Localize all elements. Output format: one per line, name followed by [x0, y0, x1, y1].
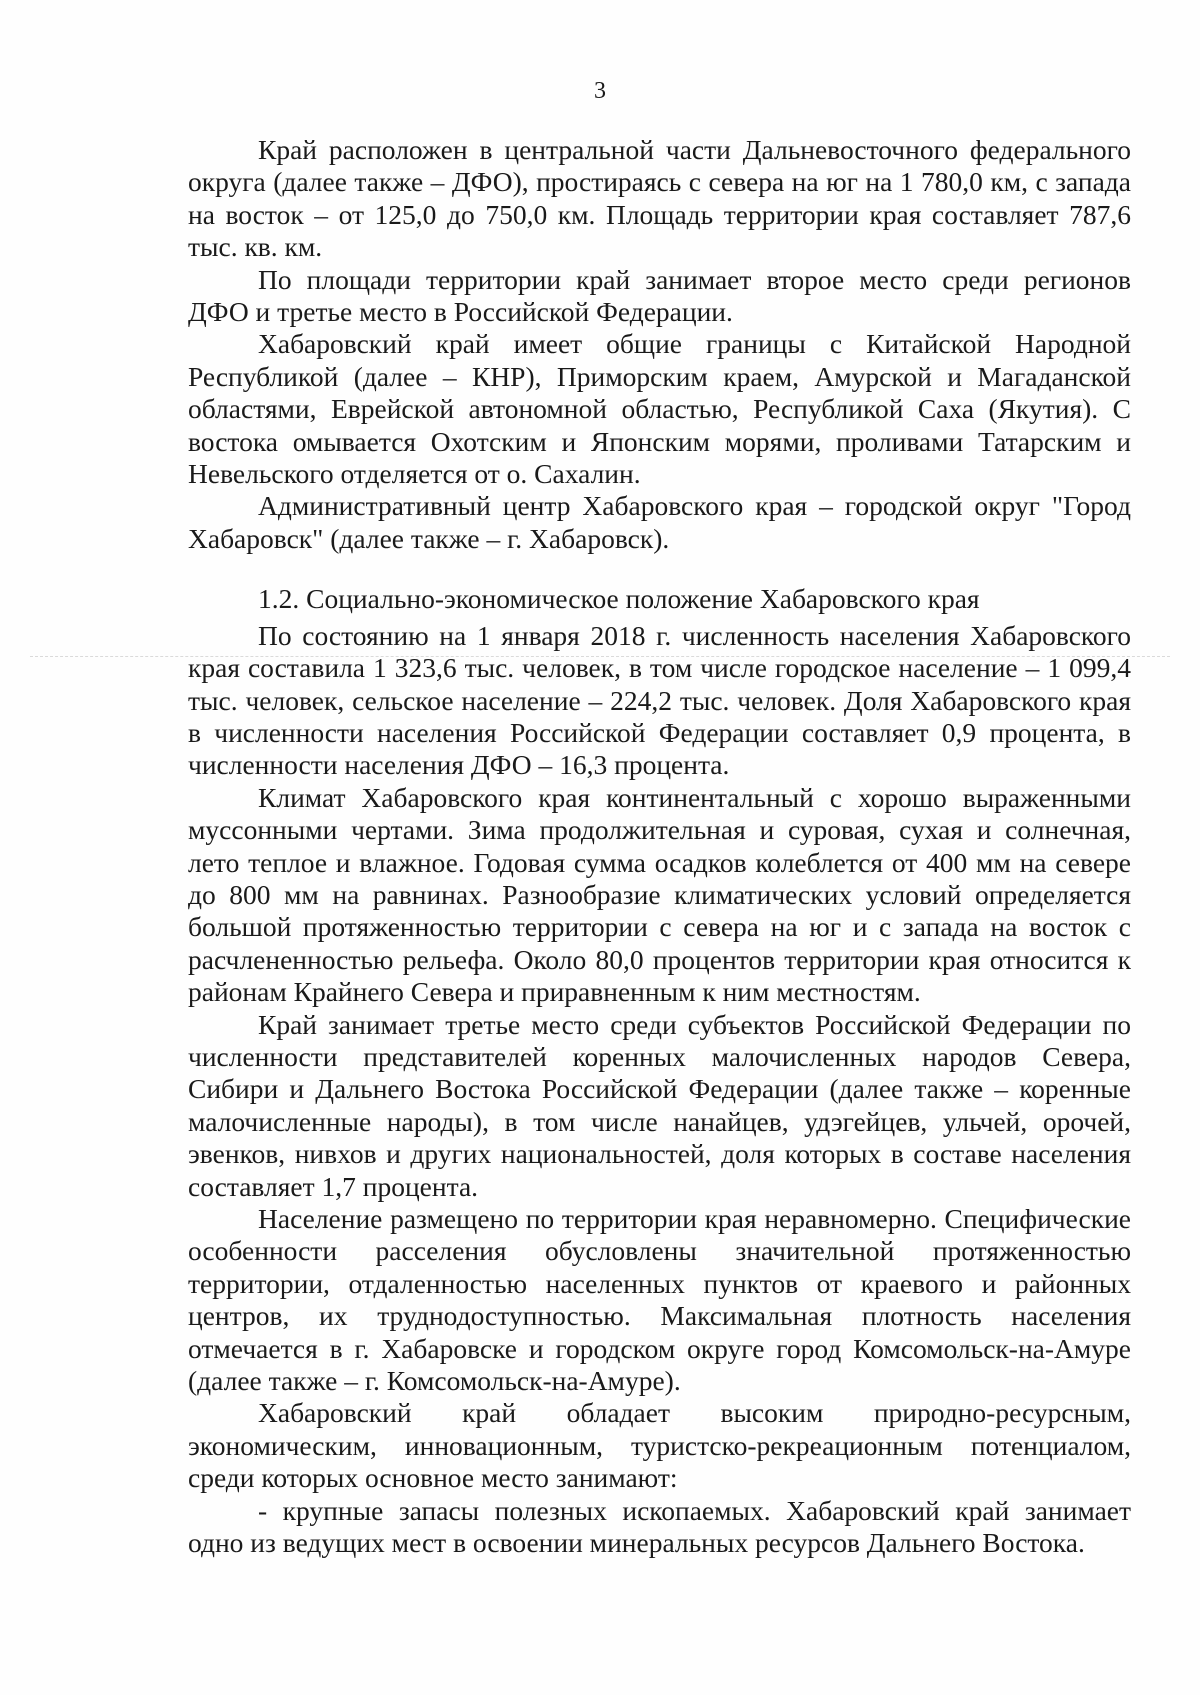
document-body [188, 134, 1131, 1559]
section-heading: 1.2. Социально-экономическое положение Хабаровского края [258, 583, 980, 615]
page-number: 3 [594, 78, 606, 104]
paragraph-area-rank: По площади территории край занимает второе место среди регионов ДФО и третье место в Российской Федерации. [188, 263, 1131, 328]
paragraph-admin-center: Административный центр Хабаровского края – городской округ "Город Хабаровск" (далее также – г. Хабаровск). [188, 490, 1131, 554]
paragraph-location: Край расположен в центральной части Дальневосточного федерального округа (далее также – ДФО), простираясь с севера на юг на 1 780,0 км, с запада на восток – от 125,0 до 750,0 км. Площадь территории края составляет 787,6 тыс. кв. км. [188, 134, 1131, 263]
paragraph-potential: Хабаровский край обладает высоким природно-ресурсным, экономическим, инновационным, туристско-рекреационным потенциалом, среди которых основное место занимают: [188, 1397, 1131, 1494]
paragraph-population: По состоянию на 1 января 2018 г. численность населения Хабаровского края составила 1 323,6 тыс. человек, в том числе городское население – 1 099,4 тыс. человек, сельское население – 224,2 тыс. человек. Доля Хабаровского края в численности населения Российской Федерации составляет 0,9 процента, в численности населения ДФО – 16,3 процента. [188, 619, 1131, 781]
paragraph-indigenous-peoples: Край занимает третье место среди субъектов Российской Федерации по численности представителей коренных малочисленных народов Севера, Сибири и Дальнего Востока Российской Федерации (далее также – коренные малочисленные народы), в том числе нанайцев, удэгейцев, ульчей, орочей, эвенков, нивхов и других национальностей, доля которых в составе населения составляет 1,7 процента. [188, 1008, 1131, 1202]
paragraph-climate: Климат Хабаровского края континентальный с хорошо выраженными муссонными чертами. Зима продолжительная и суровая, сухая и солнечная, лето теплое и влажное. Годовая сумма осадков колеблется от 400 мм на севере до 800 мм на равнинах. Разнообразие климатических условий определяется большой протяженностью территории с севера на юг и с запада на восток с расчлененностью рельефа. Около 80,0 процентов территории края относится к районам Крайнего Севера и приравненным к ним местностям. [188, 781, 1131, 1008]
paragraph-settlement: Население размещено по территории края неравномерно. Специфические особенности расселения обусловлены значительной протяженностью территории, отдаленностью населенных пунктов от краевого и районных центров, их труднодоступностью. Максимальная плотность населения отмечается в г. Хабаровске и городском округе город Комсомольск-на-Амуре (далее также – г. Комсомольск-на-Амуре). [188, 1203, 1131, 1397]
paragraph-borders: Хабаровский край имеет общие границы с Китайской Народной Республикой (далее – КНР), Приморским краем, Амурской и Магаданской областями, Еврейской автономной областью, Республикой Саха (Якутия). С востока омывается Охотским и Японским морями, проливами Татарским и Невельского отделяется от о. Сахалин. [188, 328, 1131, 490]
paragraph-minerals: - крупные запасы полезных ископаемых. Хабаровский край занимает одно из ведущих мест в освоении минеральных ресурсов Дальнего Востока. [188, 1494, 1131, 1559]
